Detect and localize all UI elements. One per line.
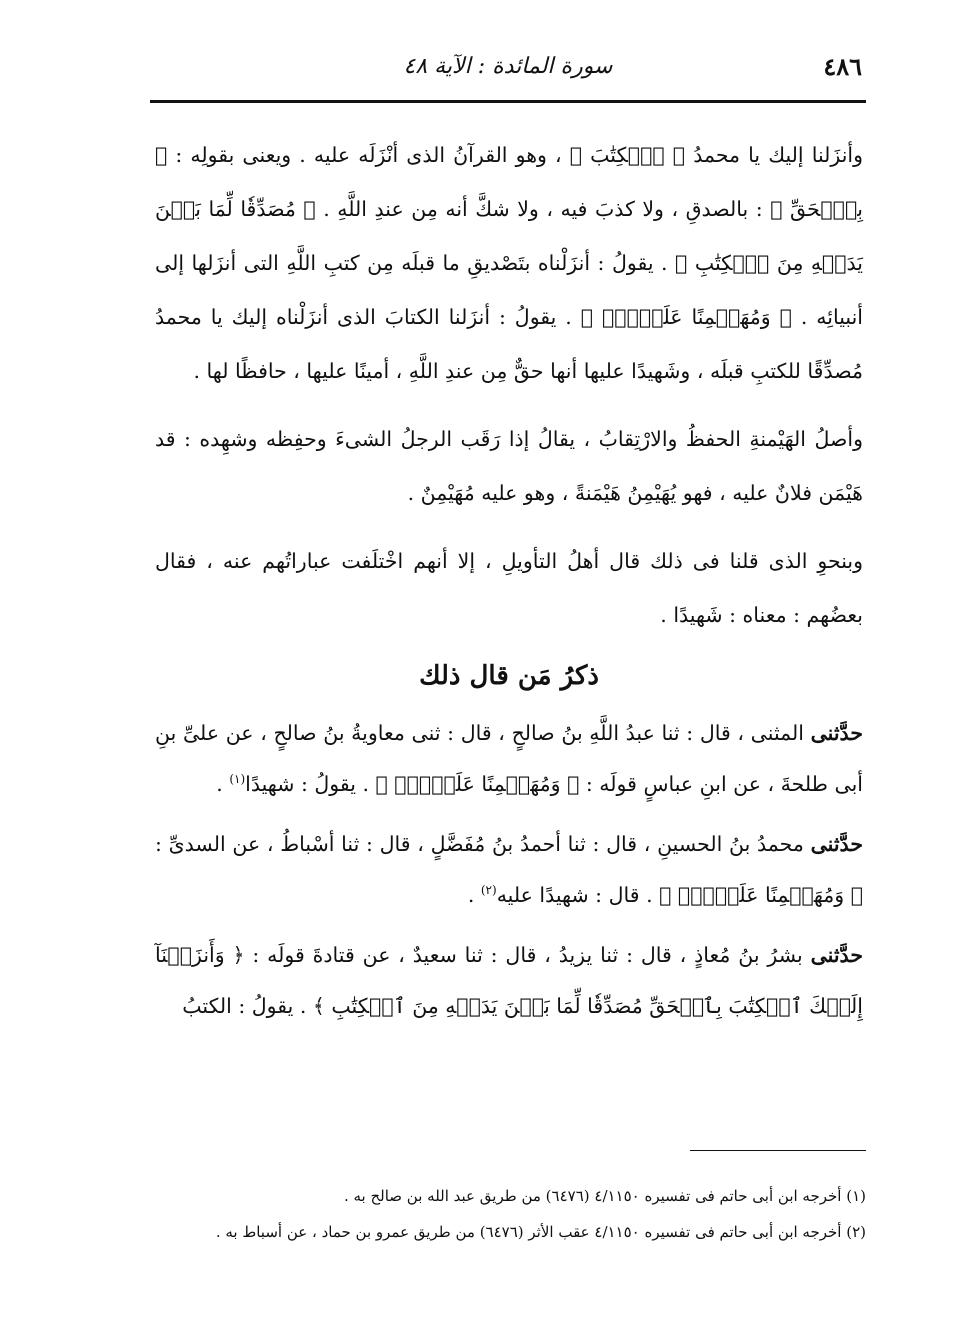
narration-text: بشرُ بنُ مُعاذٍ ، قال : ثنا يزيدُ ، قال : ثنا سعيدٌ ، عن قتادةَ قولَه : ﴿ وَأَنزَلۡنَآ إِلَيۡكَ ٱلۡكِتَٰبَ بِٱلۡحَقِّ مُصَدِّقٗا لِّمَا بَيۡنَ يَدَيۡهِ مِنَ ٱلۡكِتَٰبِ ﴾ . يقولُ : الكتبُ <box>155 942 863 1018</box>
paragraph: وأنزَلنا إليك يا محمدُ ﴿ ٱلۡكِتَٰبَ ﴾ ، وهو القرآنُ الذى أنْزَلَه عليه . ويعنى بقولِه : ﴿ بِٱلۡحَقِّ ﴾ : بالصدقِ ، ولا كذبَ فيه ، ولا شكَّ أنه مِن عندِ اللَّهِ . ﴿ مُصَدِّقٗا لِّمَا بَيۡنَ يَدَيۡهِ مِنَ ٱلۡكِتَٰبِ ﴾ . يقولُ : أنزَلْناه بتَصْديقِ ما قبلَه مِن كتبِ اللَّهِ التى أنزَلها إلى أنبيائِه . ﴿ وَمُهَيۡمِنًا عَلَيۡهِۖ ﴾ . يقولُ : أنزَلنا الكتابَ الذى أنزَلْناه إليك يا محمدُ مُصدِّقًا للكتبِ قبلَه ، وشَهيدًا عليها أنها حقٌّ مِن عندِ اللَّهِ ، أمينًا عليها ، حافظًا لها . <box>155 143 863 383</box>
main-text <box>155 128 863 1042</box>
narration-lead: حدَّثنى <box>810 721 863 745</box>
narration <box>155 932 863 1029</box>
footnote: (٢) أخرجه ابن أبى حاتم فى تفسيره ٤/١١٥٠ عقب الأثر (٦٤٧٦) من طريق عمرو بن حماد ، عن أسباط به . <box>215 1223 866 1241</box>
narration-end: . <box>216 771 230 796</box>
paragraph: وبنحوِ الذى قلنا فى ذلك قال أهلُ التأويلِ ، إلا أنهم اخْتلَفت عباراتُهم عنه ، فقال بعضُهم : معناه : شَهيدًا . <box>155 549 863 627</box>
narration-end: . <box>467 882 481 907</box>
section-heading: ذكرُ مَن قال ذلك <box>419 661 599 691</box>
footnote-marker: (١) <box>229 772 246 786</box>
footnote-rule <box>690 1150 866 1151</box>
narration <box>155 710 863 807</box>
footnotes <box>155 1180 866 1252</box>
narration-text: محمدُ بنُ الحسينِ ، قال : ثنا أحمدُ بنُ مُفَضَّلٍ ، قال : ثنا أسْباطُ ، عن السدىِّ : ﴿ وَمُهَيۡمِنًا عَلَيۡهِۖ ﴾ . قال : شهيدًا عليه <box>155 831 863 907</box>
header-rule <box>150 100 866 103</box>
narration-lead: حدَّثنى <box>810 831 863 856</box>
footnote: (١) أخرجه ابن أبى حاتم فى تفسيره ٤/١١٥٠ (٦٤٧٦) من طريق عبد الله بن صالح به . <box>343 1187 866 1205</box>
page-number: ٤٨٦ <box>823 52 862 81</box>
narration <box>155 821 863 918</box>
narration-text: المثنى ، قال : ثنا عبدُ اللَّهِ بنُ صالحٍ ، قال : ثنى معاويةُ بنُ صالحٍ ، عن علىِّ بنِ أبى طلحةَ ، عن ابنِ عباسٍ قولَه : ﴿ وَمُهَيۡمِنًا عَلَيۡهِۖ ﴾ . يقولُ : شهيدًا <box>155 721 863 796</box>
narration-lead: حدَّثنى <box>810 942 863 967</box>
paragraph: وأصلُ الهَيْمنةِ الحفظُ والارْتِقابُ ، يقالُ إذا رَقَب الرجلُ الشىءَ وحفِظه وشهِده : قد هَيْمَن فلانٌ عليه ، فهو يُهَيْمِنُ هَيْمَنةً ، وهو عليه مُهَيْمِنٌ . <box>155 427 863 505</box>
running-head: سورة المائدة : الآية ٤٨ <box>403 54 613 79</box>
footnote-marker: (٢) <box>480 882 497 897</box>
page-header <box>150 52 866 92</box>
